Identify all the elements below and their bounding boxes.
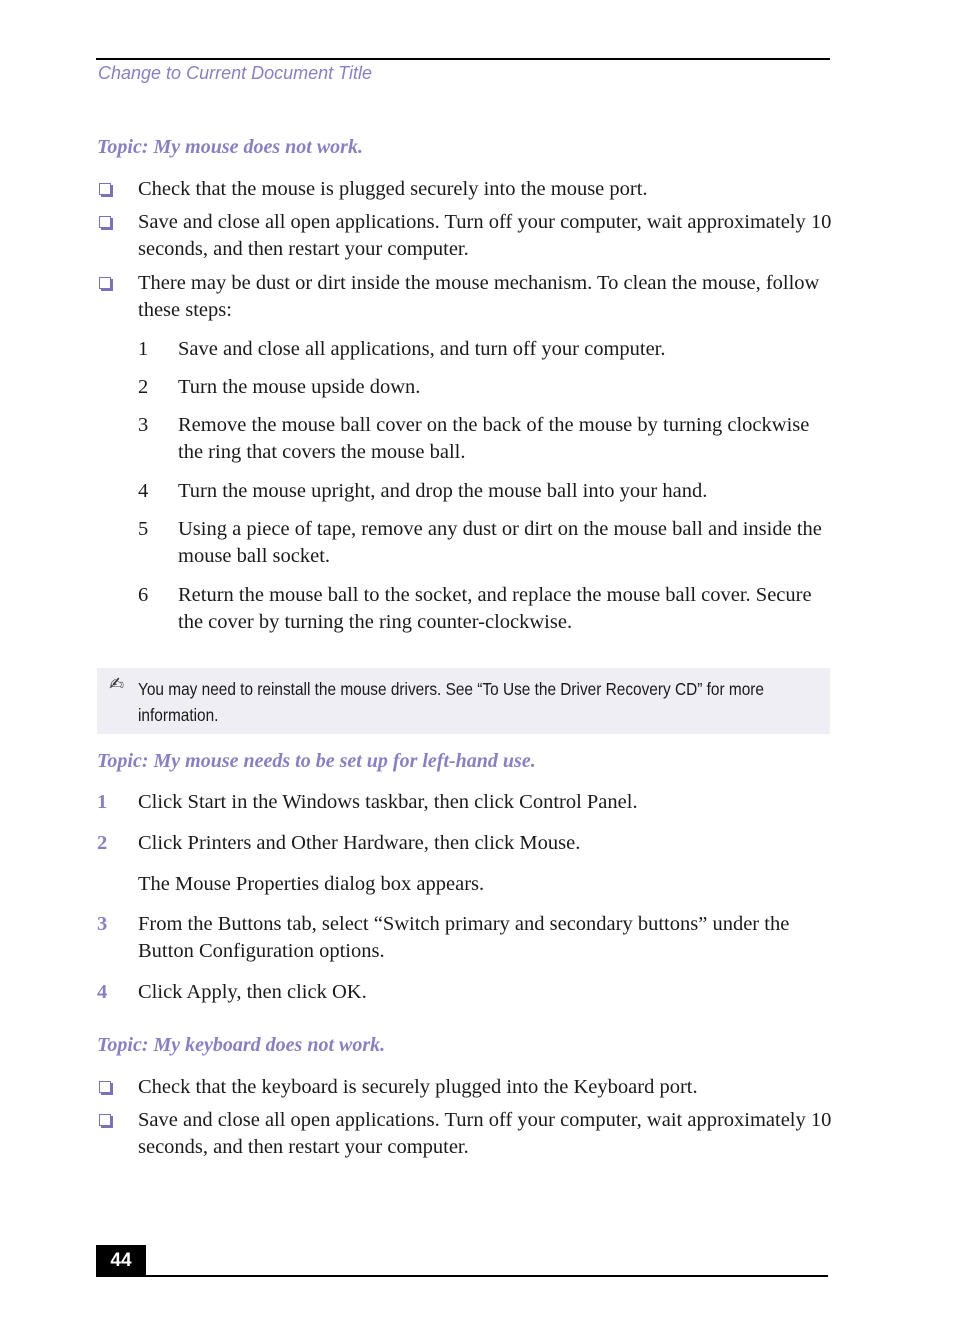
step-text: From the Buttons tab, select “Switch primary and secondary buttons” under the Button Configuration options. xyxy=(138,913,790,962)
topic-heading-left-hand: Topic: My mouse needs to be set up for left-hand use. xyxy=(97,750,536,772)
checkbox-bullet-icon xyxy=(99,277,111,289)
bullet-item: Check that the mouse is plugged securely into the mouse port. xyxy=(138,178,648,200)
bullet-item: There may be dust or dirt inside the mouse mechanism. To clean the mouse, follow these steps: xyxy=(138,272,820,321)
step-number: 4 xyxy=(97,981,108,1003)
step-text: Click Start in the Windows taskbar, then click Control Panel. xyxy=(138,791,638,813)
note-text: You may need to reinstall the mouse drivers. See “To Use the Driver Recovery CD” for more information. xyxy=(138,679,764,725)
page-number: 44 xyxy=(96,1245,146,1277)
step-number: 1 xyxy=(97,791,108,813)
step-text: Return the mouse ball to the socket, and replace the mouse ball cover. Secure the cover by turning the ring counter-clockwise. xyxy=(178,584,812,633)
step-number: 2 xyxy=(138,376,149,398)
note-box xyxy=(97,668,830,734)
step-result-text: The Mouse Properties dialog box appears. xyxy=(138,873,485,895)
checkbox-bullet-icon xyxy=(99,1114,111,1126)
checkbox-bullet-icon xyxy=(99,183,111,195)
checkbox-bullet-icon xyxy=(99,1081,111,1093)
step-text: Turn the mouse upright, and drop the mouse ball into your hand. xyxy=(178,480,708,502)
topic-heading-mouse: Topic: My mouse does not work. xyxy=(97,136,363,158)
step-number: 1 xyxy=(138,338,149,360)
step-number: 3 xyxy=(97,913,108,935)
step-number: 5 xyxy=(138,518,149,540)
step-text: Click Printers and Other Hardware, then click Mouse. xyxy=(138,832,581,854)
step-text: Remove the mouse ball cover on the back of the mouse by turning clockwise the ring that covers the mouse ball. xyxy=(178,414,810,463)
step-text: Click Apply, then click OK. xyxy=(138,981,367,1003)
step-number: 6 xyxy=(138,584,149,606)
bullet-item: Save and close all open applications. Turn off your computer, wait approximately 10 seconds, and then restart your computer. xyxy=(138,211,832,260)
step-text: Turn the mouse upside down. xyxy=(178,376,421,398)
footer-rule xyxy=(96,1275,828,1277)
topic-heading-keyboard: Topic: My keyboard does not work. xyxy=(97,1034,386,1056)
step-text: Save and close all applications, and turn off your computer. xyxy=(178,338,666,360)
header-rule xyxy=(96,58,830,60)
note-pencil-icon: ✍ xyxy=(109,674,125,695)
running-title: Change to Current Document Title xyxy=(98,63,372,83)
step-number: 2 xyxy=(97,832,108,854)
step-number: 4 xyxy=(138,480,149,502)
step-number: 3 xyxy=(138,414,149,436)
step-text: Using a piece of tape, remove any dust or dirt on the mouse ball and inside the mouse ball socket. xyxy=(178,518,822,567)
bullet-item: Check that the keyboard is securely plugged into the Keyboard port. xyxy=(138,1076,698,1098)
checkbox-bullet-icon xyxy=(99,216,111,228)
bullet-item: Save and close all open applications. Turn off your computer, wait approximately 10 seconds, and then restart your computer. xyxy=(138,1109,832,1158)
